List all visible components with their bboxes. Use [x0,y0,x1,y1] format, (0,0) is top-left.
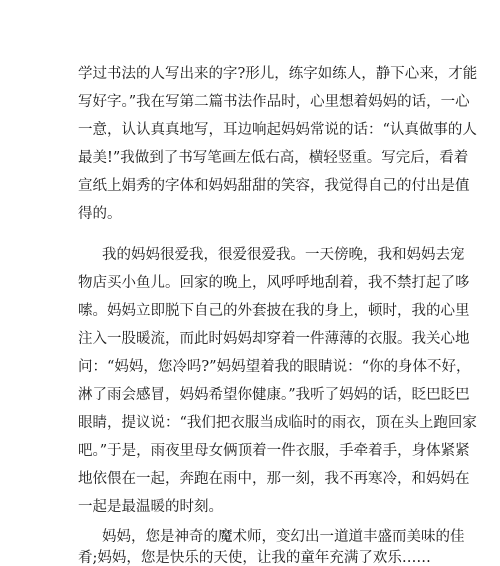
text-line: 眼睛，提议说：“我们把衣服当成临时的雨衣，顶在头上跑回家 [78,415,477,431]
text-line: 物店买小鱼儿。回家的晚上，风呼呼地刮着，我不禁打起了哆 [78,275,470,291]
text-line: 嗦。妈妈立即脱下自己的外套披在我的身上，顿时，我的心里 [78,303,470,319]
text-line: 得的。 [78,206,122,222]
text-line: 问：“妈妈，您冷吗?”妈妈望着我的眼睛说：“你的身体不好， [78,359,471,375]
text-line: 最美!”我做到了书写笔画左低右高，横轻竖重。写完后，看着 [78,150,469,166]
text-line: 一意，认认真真地写，耳边响起妈妈常说的话：“认真做事的人 [78,122,477,138]
text-line: 吧。”于是，雨夜里母女俩顶着一件衣服，手牵着手，身体紧紧 [78,443,470,459]
text-line: 地依偎在一起，奔跑在雨中，那一刻，我不再寒冷，和妈妈在 [78,471,470,487]
text-line: 写好字。”我在写第二篇书法作品时，心里想着妈妈的话，一心 [78,94,470,110]
text-line: 妈妈，您是神奇的魔术师，变幻出一道道丰盛而美味的佳 [102,529,465,545]
text-line: 我的妈妈很爱我，很爱很爱我。一天傍晚，我和妈妈去宠 [102,247,465,263]
text-line: 学过书法的人写出来的字?形儿，练字如练人，静下心来，才能 [78,66,478,82]
text-line: 一起是最温暖的时刻。 [78,499,223,515]
text-line: 注入一股暖流，而此时妈妈却穿着一件薄薄的衣服。我关心地 [78,331,470,347]
text-line: 淋了雨会感冒，妈妈希望你健康。”我听了妈妈的话，眨巴眨巴 [78,387,470,403]
text-line: 肴;妈妈，您是快乐的天使，让我的童年充满了欢乐…… [78,550,431,566]
text-line: 宣纸上娟秀的字体和妈妈甜甜的笑容，我觉得自己的付出是值 [78,178,470,194]
